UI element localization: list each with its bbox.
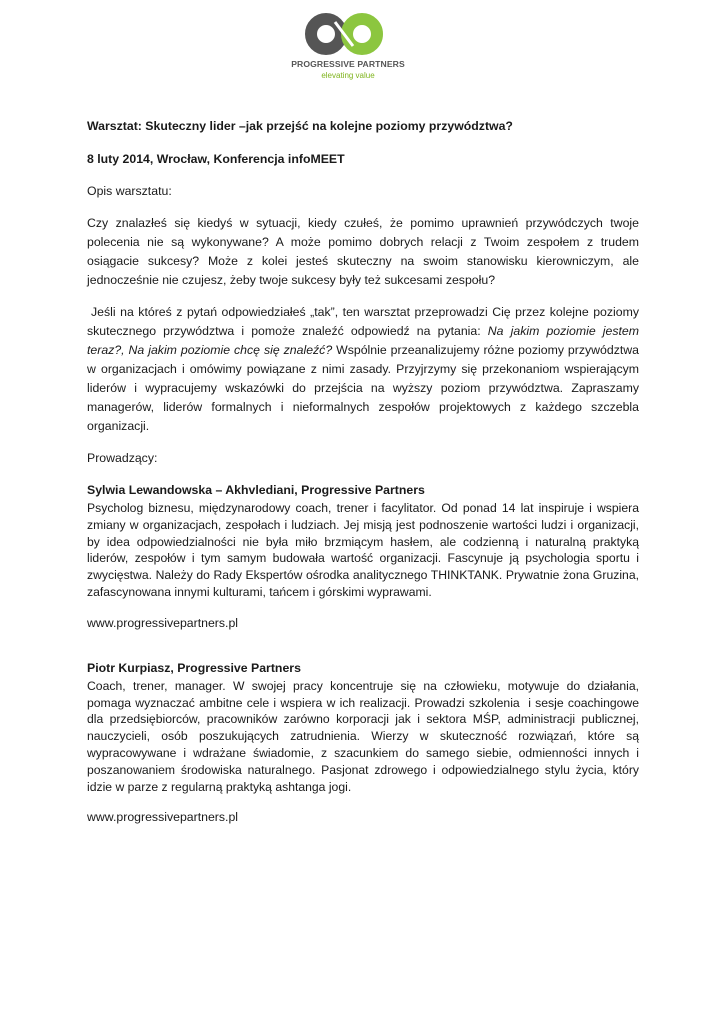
description-label: Opis warsztatu: (87, 184, 172, 198)
hosts-label: Prowadzący: (87, 451, 158, 465)
speaker-bio: Coach, trener, manager. W swojej pracy koncentruje się na człowieku, motywuje do działania, pomaga wyznaczać ambitne cele i wspiera w ich realizacji. Prowadzi szkolenia i sesje coachingowe dla przedsiębiorców, pracowników zarówno korporacji jak i sektora MŚP, administracji publicznej, nauczycieli, osób poszukujących zatrudnienia. Wierzy w skuteczność rozwiązań, które są wypracowywane i wdrażane świadomie, z szacunkiem do samego siebie, odmienności innych i poszanowaniem środowiska naturalnego. Pasjonat zdrowego i odpowiedzialnego stylu życia, który idzie w parze z regularną praktyką ashtanga jogi. (87, 678, 639, 794)
speaker-website-link[interactable]: www.progressivepartners.pl (87, 615, 239, 630)
company-logo (290, 12, 410, 82)
logo-company-name: PROGRESSIVE PARTNERS (291, 59, 405, 69)
paragraph-2-questions: Na jakim poziomie jestem teraz?, Na jakim poziomie chcę się znaleźć? (87, 324, 639, 357)
speaker-bio: Psycholog biznesu, międzynarodowy coach, trener i facylitator. Od ponad 14 lat inspiruje i wspiera zmiany w organizacjach, zespołach i ludziach. Jej misją jest podnoszenie wartości ludzi i organizacji, by idea odpowiedzialności nie była miło brzmiącym hasłem, ale codzienną i naturalną praktyką liderów, zespołów i tym samym budowała wartość organizacji. Fascynuje ją psychologia sportu i zwycięstwa. Należy do Rady Ekspertów ośrodka analitycznego THINKTANK. Prywatnie żona Gruzina, zafascynowana innymi kulturami, tańcem i górskimi wyprawami. (87, 501, 639, 599)
speaker-name: Piotr Kurpiasz, Progressive Partners (87, 660, 301, 675)
description-paragraph-2 (87, 303, 639, 436)
paragraph-2-text-end: Wspólnie przeanalizujemy różne poziomy przywództwa w organizacjach i omówimy powiązane z nimi zasady. Przyjrzymy się przekonaniom wspierającym liderów i wypracujemy wskazówki do przejścia na wyższy poziom przywództwa. Zapraszamy managerów, liderów formalnych i nieformalnych zespołów projektowych z każdego szczebla organizacji. (87, 343, 639, 433)
document-body (87, 117, 639, 827)
paragraph-2-text-start: Jeśli na któreś z pytań odpowiedziałeś „tak”, ten warsztat przeprowadzi Cię przez kolejne poziomy skutecznego przywództwa i pomoże znaleźć odpowiedź na pytania: (87, 305, 639, 338)
speaker-website-link[interactable]: www.progressivepartners.pl (87, 810, 239, 825)
workshop-title: Warsztat: Skuteczny lider –jak przejść na kolejne poziomy przywództwa? (87, 119, 513, 133)
description-paragraph-1: Czy znalazłeś się kiedyś w sytuacji, kiedy czułeś, że pomimo uprawnień przywódczych twoje polecenia nie są wykonywane? A może pomimo dobrych relacji z Twoim zespołem z trudem osiągacie sukcesy? Może z kolei jesteś skuteczny na swoim stanowisku kierowniczym, ale jednocześnie nie czujesz, żeby twoje sukcesy były też sukcesami zespołu? (87, 216, 639, 287)
event-date-location: 8 luty 2014, Wrocław, Konferencja infoMEET (87, 152, 345, 166)
infinity-logo-icon (304, 12, 392, 58)
logo-tagline: elevating value (321, 71, 375, 80)
speaker-name: Sylwia Lewandowska – Akhvlediani, Progressive Partners (87, 483, 425, 497)
